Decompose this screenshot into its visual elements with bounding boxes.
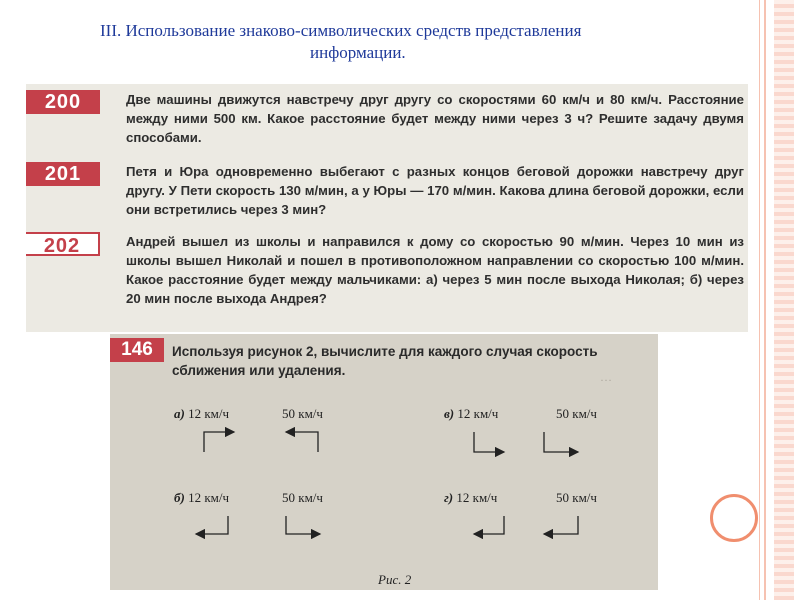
case-v-right-speed: 50 км/ч [556, 406, 597, 421]
case-g-right-speed: 50 км/ч [556, 490, 597, 505]
case-a-right-speed: 50 км/ч [282, 406, 323, 421]
problem-text: Петя и Юра одновременно выбегают с разных концов беговой дорожки навстречу друг другу. У Пети скорость 130 м/мин, а у Юры — 170 м/мин. Какова длина беговой дорожки, если они встретились через 3 мин? [126, 164, 744, 217]
slide-title-line2: информации. [310, 43, 406, 62]
decorative-side-stripe [774, 0, 794, 600]
bleed-through-text: … [600, 370, 612, 384]
case-v-left-arrow [474, 432, 504, 452]
motion-diagrams [110, 334, 658, 590]
problem-text: Две машины движутся навстречу друг другу со скоростями 60 км/ч и 80 км/ч. Расстояние между ними 500 км. Какое расстояние будет между ними через 3 ч? Решите задачу двумя способами. [126, 92, 744, 145]
figure-caption: Рис. 2 [378, 572, 412, 587]
case-g-right-arrow [544, 516, 578, 534]
case-g-label: г) 12 км/ч [444, 490, 498, 505]
problem-number-badge: 202 [26, 232, 100, 256]
decorative-line [764, 0, 766, 600]
case-b-left-arrow [196, 516, 228, 534]
task-text: Используя рисунок 2, вычислите для каждого случая скорость сближения или удаления. [172, 344, 598, 378]
slide-title [100, 20, 680, 64]
case-v-label: в) 12 км/ч [444, 406, 499, 421]
case-g-left-arrow [474, 516, 504, 534]
decorative-line [759, 0, 760, 600]
problem-text: Андрей вышел из школы и направился к дому со скоростью 90 м/мин. Через 10 мин из школы вышел Николай и пошел в противоположном направлении со скоростью 100 м/мин. Какое расстояние будет между мальчиками: а) через 5 мин после выхода Николая; б) через 20 мин после выхода Андрея? [126, 234, 744, 306]
task-number-badge: 146 [110, 338, 164, 362]
case-b-label: б) 12 км/ч [174, 490, 230, 505]
textbook-scan-task146 [110, 334, 658, 590]
textbook-scan-problems [26, 84, 748, 332]
case-b-right-arrow [286, 516, 320, 534]
case-b-right-speed: 50 км/ч [282, 490, 323, 505]
case-a-label: а) 12 км/ч [174, 406, 230, 421]
problem-number-badge: 201 [26, 162, 100, 186]
case-v-right-arrow [544, 432, 578, 452]
slide-title-line1: III. Использование знаково-символических средств представления [100, 21, 582, 40]
case-a-left-arrow [204, 432, 234, 452]
decorative-ring-icon [710, 494, 758, 542]
case-a-right-arrow [286, 432, 318, 452]
problem-number-badge: 200 [26, 90, 100, 114]
